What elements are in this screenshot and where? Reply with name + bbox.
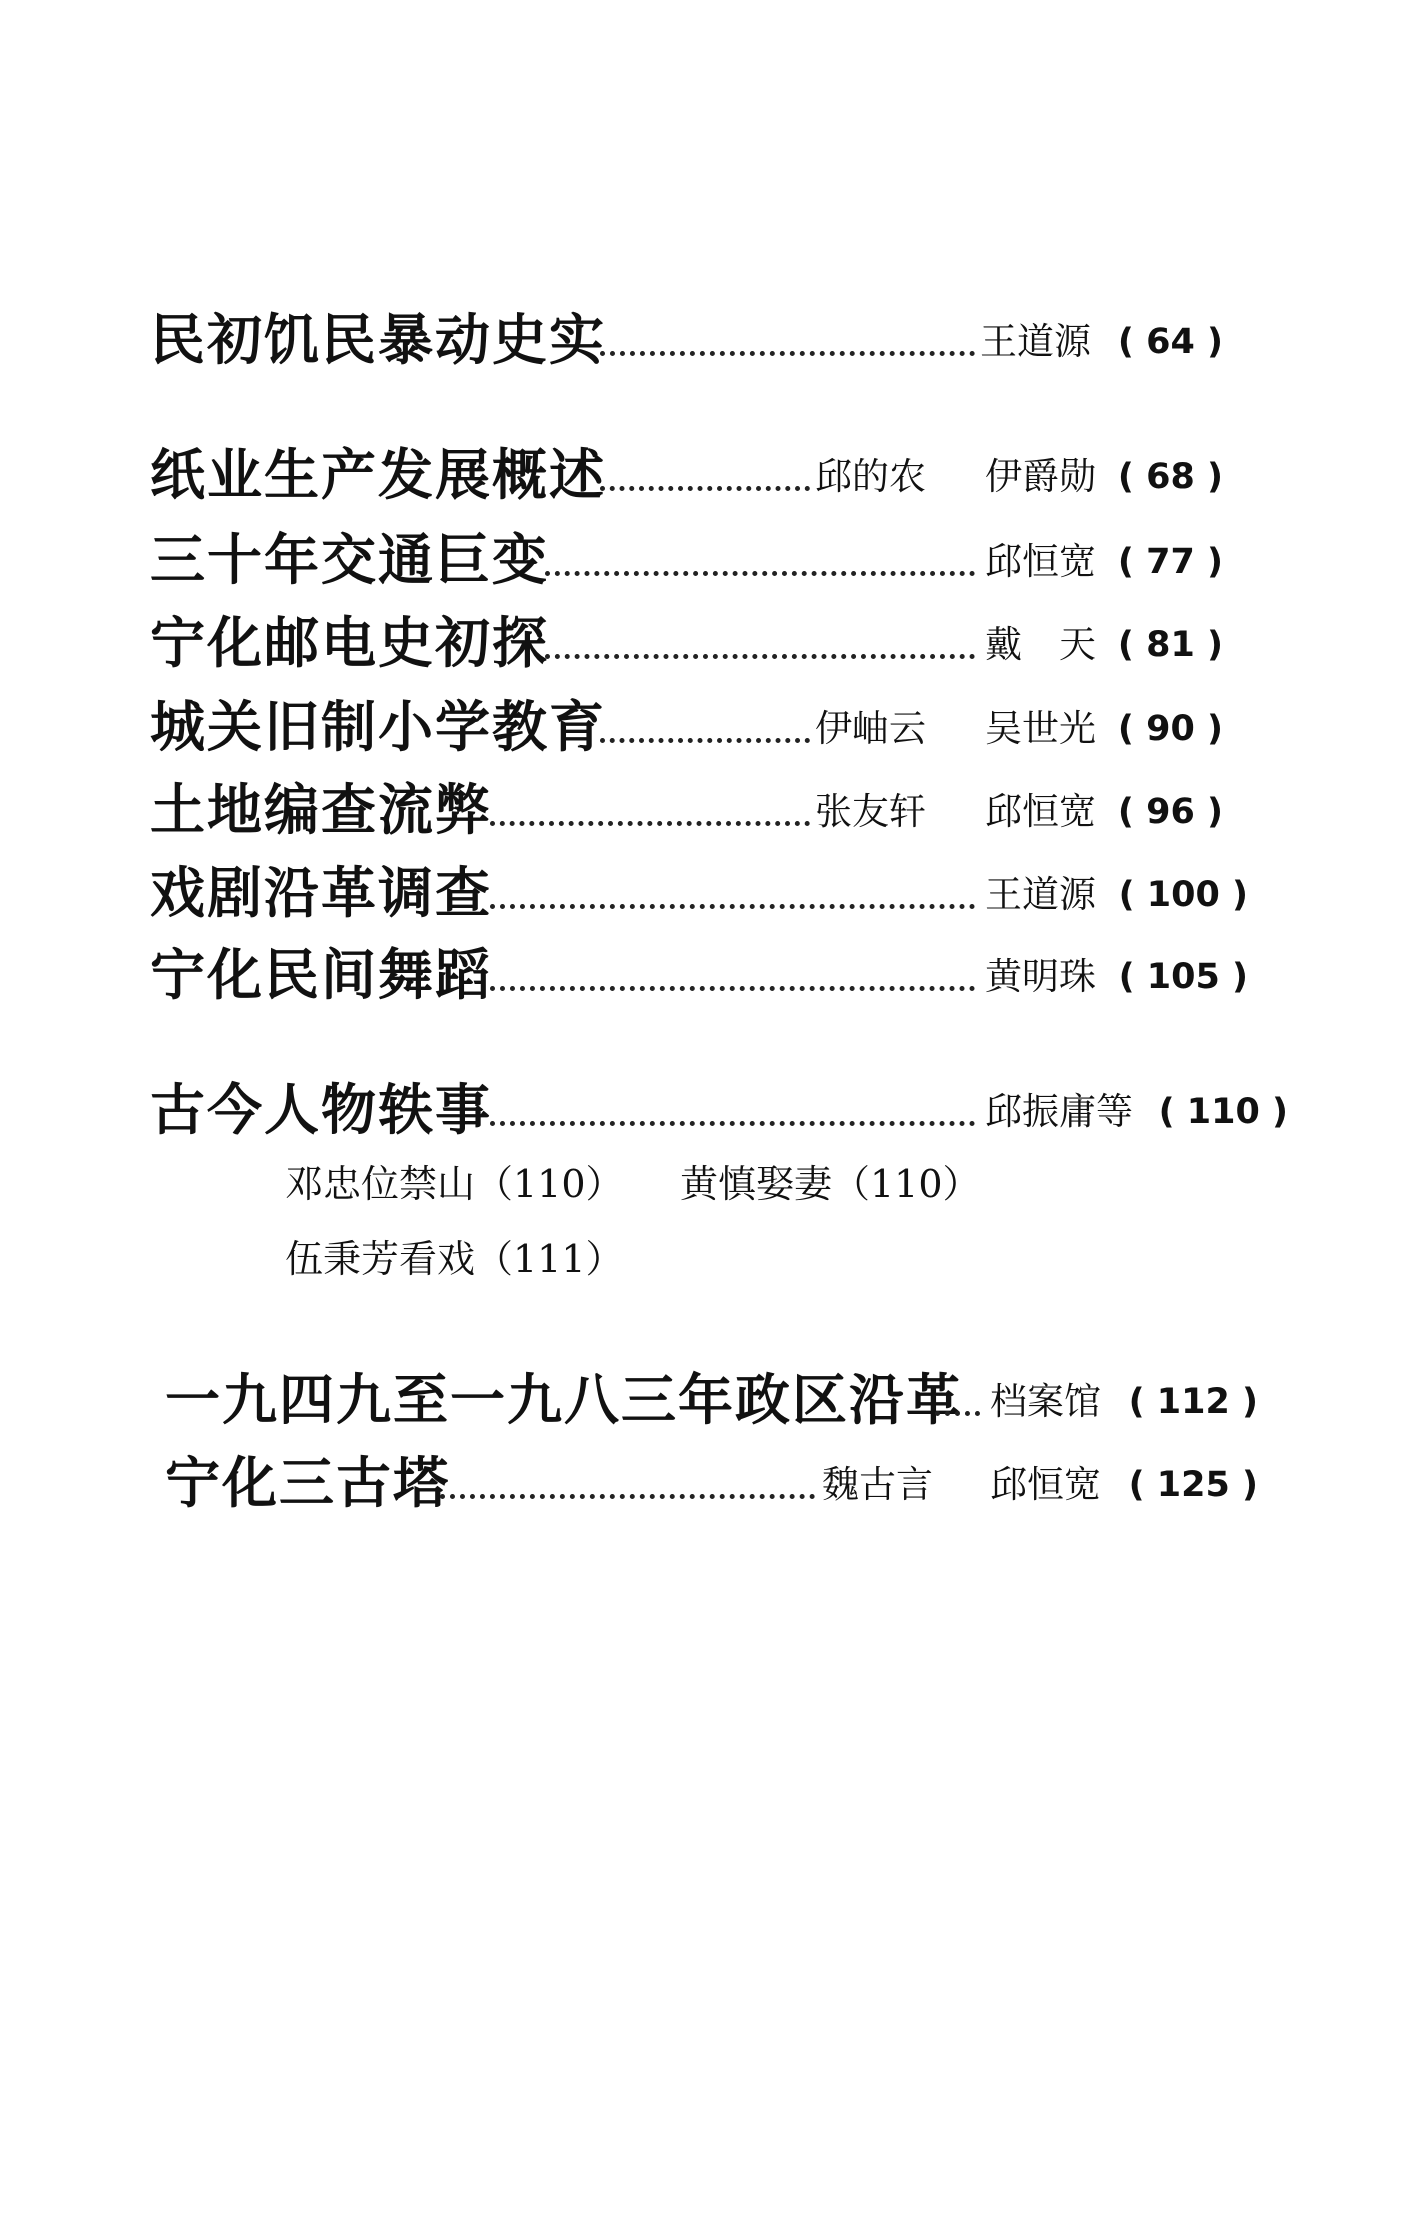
toc-sub-entry: 邓忠位禁山（110） xyxy=(285,1162,624,1206)
toc-entry-author: 伊岫云 xyxy=(815,707,926,750)
toc-entry-title: 纸业生产发展概述 xyxy=(150,443,607,507)
toc-entry-author: 魏古言 xyxy=(822,1463,933,1506)
dot-leader xyxy=(545,571,975,576)
dot-leader xyxy=(440,1494,815,1499)
toc-entry-page: ( 125 ) xyxy=(1128,1465,1258,1505)
toc-entry-author: 邱恒宽 xyxy=(990,1463,1101,1506)
toc-entry-page: ( 110 ) xyxy=(1158,1092,1288,1132)
toc-entry-title: 宁化三古塔 xyxy=(165,1451,451,1515)
dot-leader xyxy=(490,986,975,991)
dot-leader xyxy=(600,738,810,743)
toc-entry xyxy=(0,1360,1428,1440)
toc-entry-author: 邱的农 xyxy=(815,455,926,498)
dot-leader xyxy=(490,904,975,909)
toc-entry-page: ( 81 ) xyxy=(1117,625,1223,665)
toc-entry xyxy=(0,935,1428,1015)
toc-entry-page: ( 64 ) xyxy=(1117,322,1223,362)
toc-entry-page: ( 96 ) xyxy=(1117,792,1223,832)
toc-entry-title: 土地编查流弊 xyxy=(150,778,493,842)
toc-entry xyxy=(0,520,1428,600)
toc-entry xyxy=(0,1070,1428,1150)
dot-leader xyxy=(600,486,810,491)
toc-entry-author: 戴 天 xyxy=(985,623,1096,666)
toc-entry xyxy=(0,770,1428,850)
toc-entry-title: 一九四九至一九八三年政区沿革 xyxy=(165,1368,964,1432)
toc-entry xyxy=(0,687,1428,767)
toc-entry-author: 黄明珠 xyxy=(985,955,1096,998)
toc-entry-title: 城关旧制小学教育 xyxy=(150,695,607,759)
toc-entry xyxy=(0,435,1428,515)
toc-entry-page: ( 68 ) xyxy=(1117,457,1223,497)
toc-entry xyxy=(0,853,1428,933)
toc-entry-author: 王道源 xyxy=(980,320,1091,363)
toc-entry-page: ( 105 ) xyxy=(1118,957,1248,997)
toc-entry xyxy=(0,300,1428,380)
toc-entry-author: 张友轩 xyxy=(815,790,926,833)
toc-entry-author: 伊爵勋 xyxy=(985,455,1096,498)
toc-entry xyxy=(0,1443,1428,1523)
dot-leader xyxy=(600,351,975,356)
toc-entry-author: 档案馆 xyxy=(990,1380,1101,1423)
toc-entry xyxy=(0,603,1428,683)
toc-entry-page: ( 90 ) xyxy=(1117,709,1223,749)
toc-sub-entry: 黄慎娶妻（110） xyxy=(680,1162,981,1206)
toc-entry-title: 古今人物轶事 xyxy=(150,1078,493,1142)
toc-sub-entry: 伍秉芳看戏（111） xyxy=(285,1237,624,1281)
dot-leader xyxy=(490,1121,975,1126)
toc-entry-page: ( 112 ) xyxy=(1128,1382,1258,1422)
toc-entry-author: 吴世光 xyxy=(985,707,1096,750)
toc-entry-author: 邱振庸等 xyxy=(985,1090,1133,1133)
toc-entry-page: ( 100 ) xyxy=(1118,875,1248,915)
toc-entry-author: 王道源 xyxy=(985,873,1096,916)
toc-entry-author: 邱恒宽 xyxy=(985,540,1096,583)
toc-entry-title: 宁化邮电史初探 xyxy=(150,611,550,675)
dot-leader xyxy=(545,654,975,659)
dot-leader xyxy=(935,1411,980,1416)
toc-entry-page: ( 77 ) xyxy=(1117,542,1223,582)
toc-entry-title: 宁化民间舞蹈 xyxy=(150,943,493,1007)
toc-entry-title: 三十年交通巨变 xyxy=(150,528,550,592)
toc-entry-author: 邱恒宽 xyxy=(985,790,1096,833)
dot-leader xyxy=(490,821,810,826)
toc-entry-title: 戏剧沿革调查 xyxy=(150,861,493,925)
toc-entry-title: 民初饥民暴动史实 xyxy=(150,308,607,372)
